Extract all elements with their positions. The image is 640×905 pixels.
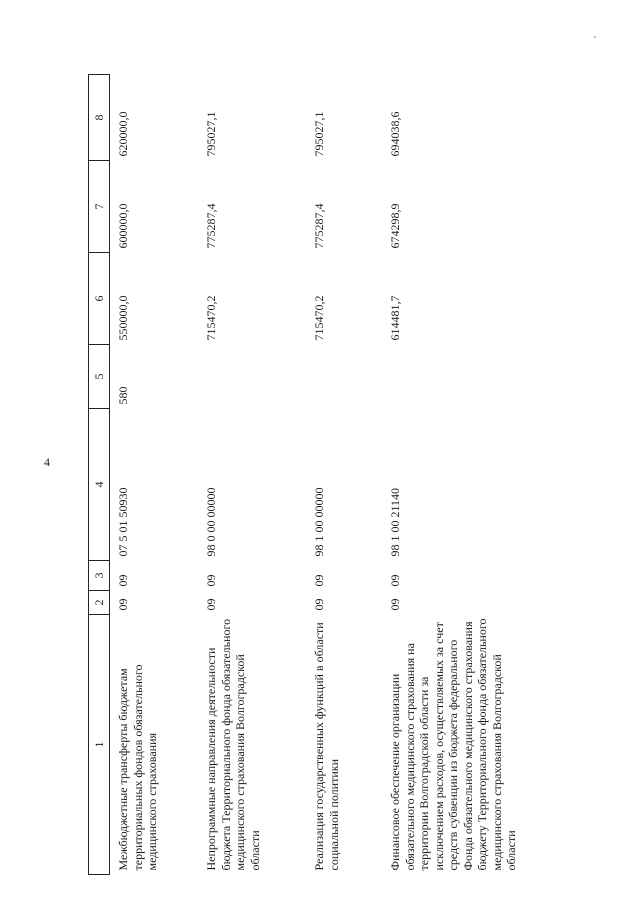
scan-speck	[594, 36, 596, 38]
row-section: 09	[204, 598, 218, 611]
row-value-col6: 715470,2	[312, 295, 326, 341]
header-col-5: 5	[89, 345, 110, 409]
row-value-col8: 795027,1	[204, 111, 218, 157]
row-value-col7: 674298,9	[388, 203, 402, 249]
row-expense-type: 580	[116, 386, 130, 405]
row-name: Финансовое обеспечение организации обязательного медицинского страхования на территории Волгоградской области за исключением расходов, осуществляемых за счет средств субвенции из бюджета федерального Фонда обязательного медицинского страхования бюджету Территориального фонда обязательного медицинского страхования Волгоградской области	[388, 618, 518, 871]
row-expense-type	[382, 345, 588, 409]
row-value-col6: 614481,7	[388, 295, 402, 341]
budget-table	[88, 74, 588, 875]
row-section: 09	[116, 598, 130, 611]
row-value-col7: 600000,0	[116, 203, 130, 249]
header-col-4: 4	[89, 409, 110, 561]
row-section: 09	[388, 598, 402, 611]
table-row	[306, 75, 382, 875]
row-name: Межбюджетные трансферты бюджетам территориальных фондов обязательного медицинского страхования	[116, 664, 159, 871]
row-value-col6: 715470,2	[204, 295, 218, 341]
header-col-1: 1	[89, 615, 110, 875]
row-expense-type	[306, 345, 382, 409]
row-value-col6: 550000,0	[116, 295, 130, 341]
row-target-article: 98 1 00 00000	[312, 487, 326, 557]
header-col-2: 2	[89, 591, 110, 615]
header-col-3: 3	[89, 561, 110, 591]
table-row	[382, 75, 588, 875]
row-name: Реализация государственных функций в области социальной политики	[312, 622, 341, 871]
row-value-col8: 694038,6	[388, 111, 402, 157]
rotated-table-container	[88, 75, 608, 875]
row-subsection: 09	[204, 574, 218, 587]
table-row	[198, 75, 306, 875]
row-target-article: 98 1 00 21140	[388, 487, 402, 557]
header-row	[89, 75, 110, 875]
row-value-col8: 795027,1	[312, 111, 326, 157]
header-col-6: 6	[89, 253, 110, 345]
row-value-col8: 620000,0	[116, 111, 130, 157]
header-col-7: 7	[89, 161, 110, 253]
row-subsection: 09	[388, 574, 402, 587]
row-expense-type	[198, 345, 306, 409]
row-name: Непрограммные направления деятельности бюджета Территориального фонда обязательного медицинского страхования Волгоградской области	[204, 618, 262, 871]
row-value-col7: 775287,4	[312, 203, 326, 249]
header-col-8: 8	[89, 75, 110, 161]
row-target-article: 98 0 00 00000	[204, 487, 218, 557]
row-section: 09	[312, 598, 326, 611]
row-subsection: 09	[116, 574, 130, 587]
row-target-article: 07 5 01 50930	[116, 487, 130, 557]
table-row	[110, 75, 199, 875]
row-value-col7: 775287,4	[204, 203, 218, 249]
page-number: 4	[44, 455, 50, 469]
row-subsection: 09	[312, 574, 326, 587]
